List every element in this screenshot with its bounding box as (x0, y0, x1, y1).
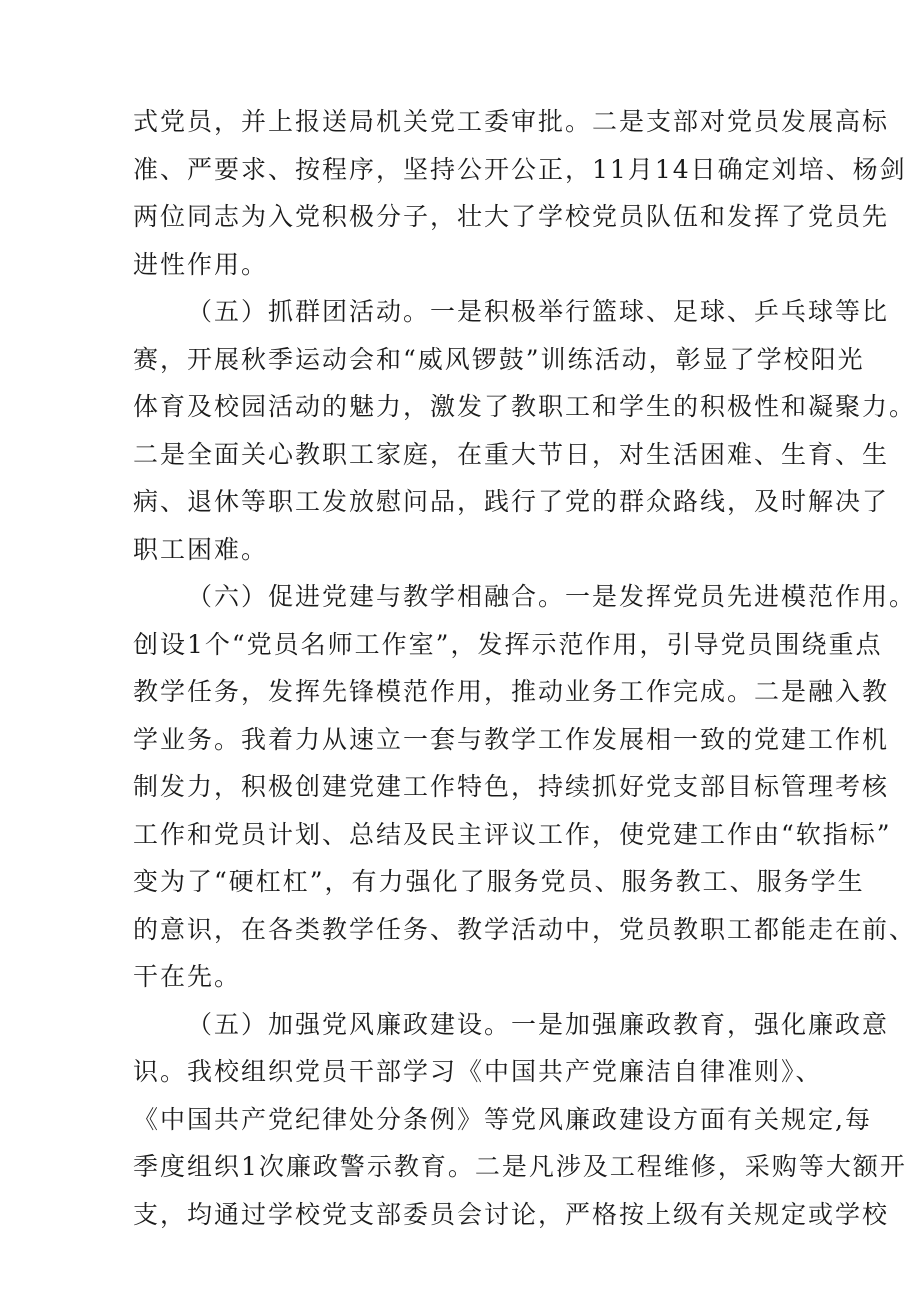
text-line: 学业务。我着力从速立一套与教学工作发展相一致的党建工作机 (133, 724, 890, 754)
text-line: （六）促进党建与教学相融合。一是发挥党员先进模范作用。 (187, 582, 917, 611)
text-line: 病、退休等职工发放慰问品，践行了党的群众路线，及时解决了 (133, 487, 890, 516)
text-line: 式党员，并上报送局机关党工委审批。二是支部对党员发展高标 (133, 107, 890, 136)
text-line: 的意识，在各类教学任务、教学活动中，党员教职工都能走在前、 (133, 914, 917, 944)
text-line: 支，均通过学校党支部委员会讨论，严格按上级有关规定或学校 (133, 1199, 890, 1229)
text-line: 体育及校园活动的魅力，激发了教职工和学生的积极性和凝聚力。 (133, 392, 917, 421)
text-line: 职工困难。 (133, 534, 269, 564)
text-line: 赛，开展秋季运动会和“威风锣鼓”训练活动，彰显了学校阳光 (133, 344, 865, 374)
text-line: 两位同志为入党积极分子，壮大了学校党员队伍和发挥了党员先 (133, 202, 890, 231)
paragraph-integrity-building (133, 1001, 907, 1239)
document-body (133, 98, 917, 1238)
paragraph-party-member-development (133, 98, 907, 288)
text-line: 《中国共产党纪律处分条例》等党风廉政建设方面有关规定,每 (133, 1104, 872, 1134)
text-line: 准、严要求、按程序，坚持公开公正，11月14日确定刘培、杨剑 (133, 154, 907, 184)
text-line: 识。我校组织党员干部学习《中国共产党廉洁自律准则》、 (133, 1057, 823, 1086)
text-line: （五）加强党风廉政建设。一是加强廉政教育，强化廉政意 (187, 1009, 890, 1039)
paragraph-group-activities (133, 288, 917, 573)
paragraph-party-teaching-integration (133, 573, 917, 1001)
text-line: 干在先。 (133, 962, 242, 991)
text-line: 工作和党员计划、总结及民主评议工作，使党建工作由“软指标” (133, 819, 892, 849)
text-line: 教学任务，发挥先锋模范作用，推动业务工作完成。二是融入教 (133, 677, 890, 706)
text-line: 制发力，积极创建党建工作特色，持续抓好党支部目标管理考核 (133, 772, 890, 801)
text-line: 季度组织1次廉政警示教育。二是凡涉及工程维修，采购等大额开 (133, 1152, 907, 1181)
text-line: （五）抓群团活动。一是积极举行篮球、足球、乒乓球等比 (187, 297, 890, 326)
text-line: 进性作用。 (133, 249, 269, 279)
text-line: 创设1个“党员名师工作室”，发挥示范作用，引导党员围绕重点 (133, 629, 883, 659)
text-line: 二是全面关心教职工家庭，在重大节日，对生活困难、生育、生 (133, 439, 890, 469)
text-line: 变为了“硬杠杠”，有力强化了服务党员、服务教工、服务学生 (133, 867, 865, 896)
